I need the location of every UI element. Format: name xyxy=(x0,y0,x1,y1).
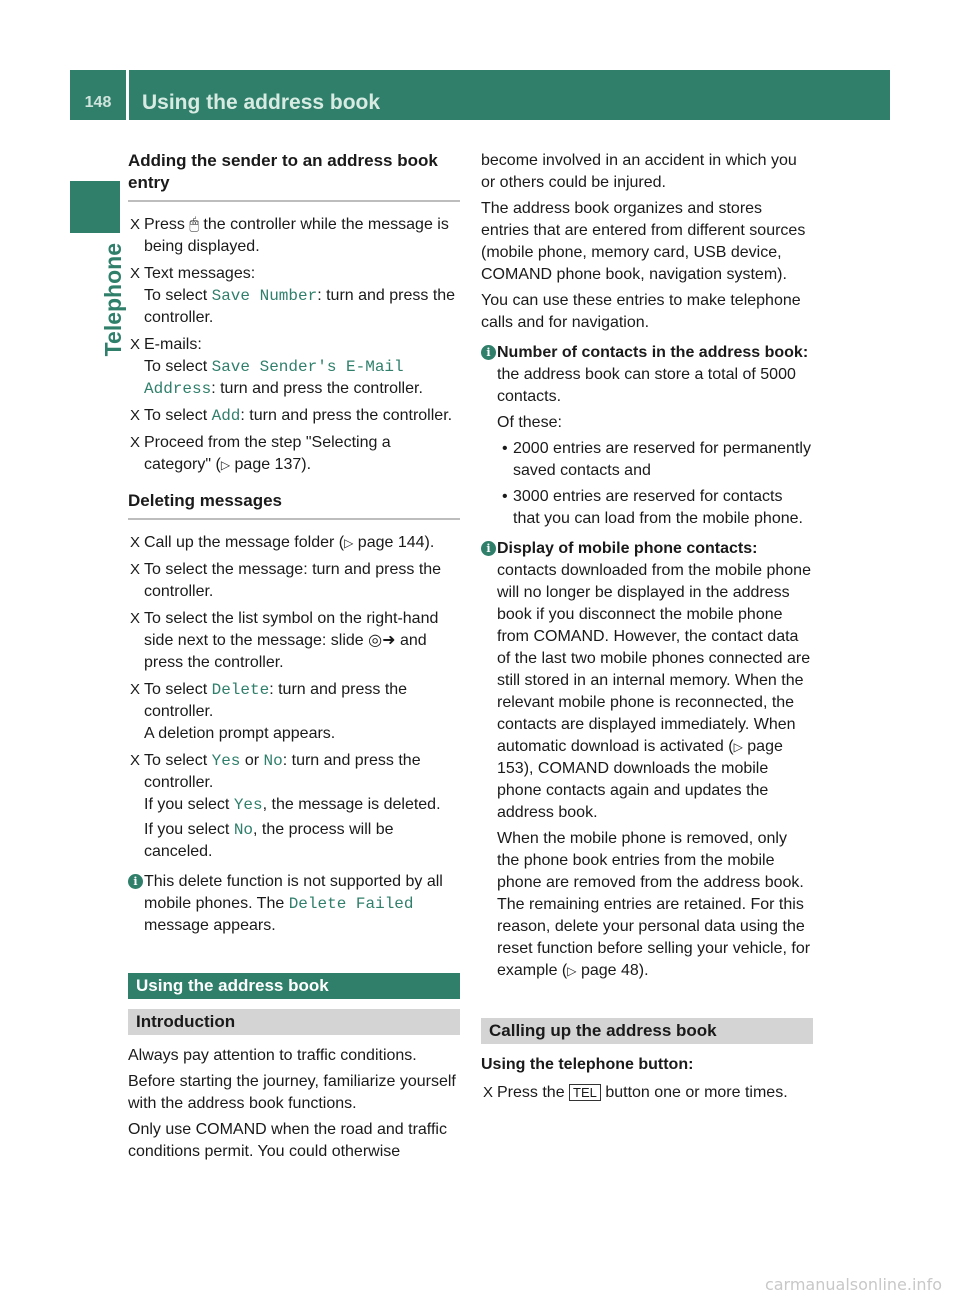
page-title: Using the address book xyxy=(142,91,381,114)
step-item xyxy=(128,334,460,400)
paragraph: Only use COMAND when the road and traffic conditions permit. You could otherwise xyxy=(128,1121,447,1160)
step-item xyxy=(128,679,460,745)
step-text: To select xyxy=(144,752,212,769)
menu-item-code: Save Sender's E-Mail Address xyxy=(144,358,404,398)
page-ref-link[interactable]: page 153 xyxy=(497,738,783,777)
step-text: ). xyxy=(301,456,312,473)
tel-key-icon: TEL xyxy=(569,1084,601,1101)
paragraph: become involved in an accident in which you or others could be injured. xyxy=(481,152,797,191)
info-text: ), COMAND downloads the mobile phone contacts again and updates the address book. xyxy=(497,760,769,821)
menu-item-code: No xyxy=(263,752,283,770)
page-ref-arrow-icon: ▷ xyxy=(567,964,577,978)
page-ref-arrow-icon: ▷ xyxy=(220,458,231,472)
step-marker-icon: X xyxy=(130,407,141,424)
step-item xyxy=(128,750,460,863)
step-marker-icon: X xyxy=(130,265,141,282)
list-item xyxy=(497,438,813,482)
menu-item-code: Add xyxy=(211,407,241,425)
step-text: To select the list symbol on the right-hand side next to the message: slide xyxy=(144,610,439,649)
info-text: ). xyxy=(638,962,649,979)
step-item xyxy=(481,1082,813,1104)
step-marker-icon: X xyxy=(130,534,141,551)
info-text: message appears. xyxy=(144,917,276,934)
step-text: To select xyxy=(144,681,212,698)
info-icon: i xyxy=(481,345,496,360)
side-tab-marker xyxy=(70,181,120,233)
controller-press-icon: 🖱 xyxy=(189,216,199,233)
page-number: 148 xyxy=(84,94,112,111)
list-item-text: 2000 entries are reserved for permanently saved contacts and xyxy=(513,440,811,479)
info-text: contacts downloaded from the mobile phone will no longer be displayed in the address book if you disconnect the mobile phone from COMAND. However, the contact data of the last two mobile phones connected are still stored in an internal memory. When the relevant mobile phone is reconnected, the contacts are displayed immediately. When automatic download is activated ( xyxy=(497,562,811,755)
info-title: Number of contacts in the address book: xyxy=(497,344,809,361)
step-text: If you select xyxy=(144,796,234,813)
info-text: When the mobile phone is removed, only the phone book entries from the mobile phone are removed from the address book. The remaining entries are retained. For this reason, delete your personal data using the reset function before selling your vehicle, for example ( xyxy=(497,830,811,979)
menu-item-code: No xyxy=(233,821,254,839)
step-text: To select xyxy=(144,358,212,375)
step-item xyxy=(128,214,460,258)
step-text: Press xyxy=(144,216,190,233)
step-text: : turn and press the controller. xyxy=(240,407,453,424)
info-subtext: Of these: xyxy=(497,414,562,431)
step-text: , the process will be canceled. xyxy=(144,821,394,860)
step-marker-icon: X xyxy=(130,752,141,769)
step-note xyxy=(144,819,460,863)
info-note xyxy=(481,538,813,982)
info-icon: i xyxy=(128,874,143,889)
info-icon: i xyxy=(481,541,496,556)
bullet-icon: • xyxy=(502,440,508,457)
section-heading-add-sender: Adding the sender to an address book entry xyxy=(128,150,460,202)
step-marker-icon: X xyxy=(130,610,141,627)
step-item xyxy=(128,405,460,427)
section-heading-deleting: Deleting messages xyxy=(128,490,460,520)
step-note xyxy=(144,794,460,816)
step-text: : turn and press the controller. xyxy=(144,287,456,326)
subsection-banner-introduction: Introduction xyxy=(128,1009,460,1035)
step-item xyxy=(128,559,460,603)
info-note xyxy=(128,871,460,937)
step-marker-icon: X xyxy=(130,216,141,233)
step-text: To select xyxy=(144,287,212,304)
menu-item-code: Save Number xyxy=(211,287,318,305)
bullet-icon: • xyxy=(502,488,508,505)
list-item xyxy=(497,486,813,530)
page-ref-link[interactable]: page 137 xyxy=(234,456,302,473)
page-ref-arrow-icon: ▷ xyxy=(733,740,743,754)
step-marker-icon: X xyxy=(483,1084,494,1101)
step-item xyxy=(128,432,460,476)
step-text: To select xyxy=(144,407,212,424)
step-title: E-mails: xyxy=(144,336,202,353)
step-item xyxy=(128,263,460,329)
paragraph: Before starting the journey, familiarize yourself with the address book functions. xyxy=(128,1073,456,1112)
step-text: : turn and press the controller. xyxy=(211,380,423,397)
section-banner-address-book: Using the address book xyxy=(128,973,460,999)
left-column xyxy=(128,150,460,1167)
step-item xyxy=(128,532,460,554)
step-text: : turn and press the controller. xyxy=(144,681,408,720)
menu-item-code: Yes xyxy=(233,796,263,814)
menu-item-code: Yes xyxy=(211,752,241,770)
menu-item-code: Delete Failed xyxy=(288,895,414,913)
header-divider xyxy=(126,70,129,120)
step-text: the controller while the message is being displayed. xyxy=(144,216,449,255)
step-text: Call up the message folder ( xyxy=(144,534,345,551)
right-column xyxy=(481,150,813,1109)
info-text-block xyxy=(497,560,813,824)
side-tab-label: Telephone xyxy=(100,243,126,357)
step-item xyxy=(128,608,460,674)
step-marker-icon: X xyxy=(130,336,141,353)
step-note: A deletion prompt appears. xyxy=(144,725,336,742)
step-text: Proceed from the step "Selecting a category" ( xyxy=(144,434,391,473)
list-item-text: 3000 entries are reserved for contacts that you can load from the mobile phone. xyxy=(513,488,803,527)
step-title: Text messages: xyxy=(144,265,256,282)
paragraph: The address book organizes and stores entries that are entered from different sources (mobile phone, memory card, USB device, COMAND phone book, navigation system). xyxy=(481,200,806,283)
info-text: the address book can store a total of 5000 contacts. xyxy=(497,366,796,405)
step-text: ). xyxy=(424,534,435,551)
step-marker-icon: X xyxy=(130,561,141,578)
step-text: Press the xyxy=(497,1084,570,1101)
info-text-block xyxy=(497,828,813,982)
step-text: and press the controller. xyxy=(144,632,427,671)
controller-slide-icon: ◎➜ xyxy=(368,632,396,649)
subsection-banner-calling: Calling up the address book xyxy=(481,1018,813,1044)
step-text: or xyxy=(240,752,264,769)
step-text: , the message is deleted. xyxy=(262,796,441,813)
step-text: button one or more times. xyxy=(600,1084,788,1101)
step-text: If you select xyxy=(144,821,234,838)
info-title: Display of mobile phone contacts: xyxy=(497,540,758,557)
page-ref-link[interactable]: page 48 xyxy=(580,962,639,979)
watermark: carmanualsonline.info xyxy=(764,1275,942,1294)
step-text: To select the message: turn and press the controller. xyxy=(144,561,442,600)
page-ref-link[interactable]: page 144 xyxy=(357,534,425,551)
info-note xyxy=(481,342,813,530)
paragraph: You can use these entries to make telephone calls and for navigation. xyxy=(481,292,801,331)
paragraph: Always pay attention to traffic conditions. xyxy=(128,1047,417,1064)
subheading: Using the telephone button: xyxy=(481,1056,694,1073)
page-ref-arrow-icon: ▷ xyxy=(344,536,354,550)
step-marker-icon: X xyxy=(130,681,141,698)
step-text: : turn and press the controller. xyxy=(144,752,421,791)
menu-item-code: Delete xyxy=(211,681,270,699)
info-text: This delete function is not supported by all mobile phones. The xyxy=(144,873,443,912)
step-marker-icon: X xyxy=(130,434,141,451)
